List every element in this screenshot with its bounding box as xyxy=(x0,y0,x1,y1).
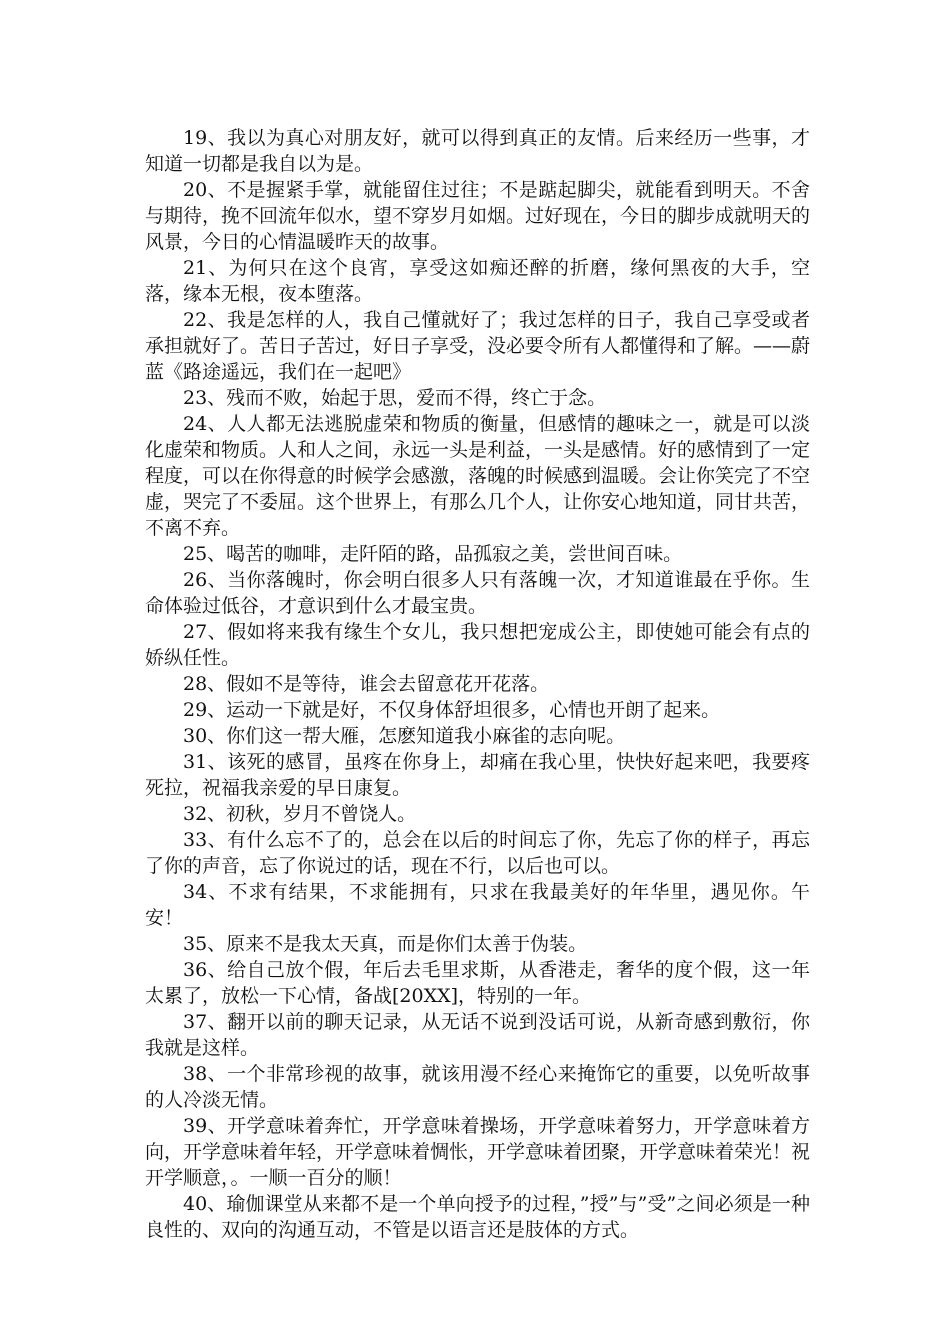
paragraph-19: 19、我以为真心对朋友好，就可以得到真正的友情。后来经历一些事，才知道一切都是我自以为是。 xyxy=(145,127,810,175)
paragraph-31: 31、该死的感冒，虽疼在你身上，却痛在我心里，快快好起来吧，我要疼死拉，祝福我亲爱的早日康复。 xyxy=(145,751,810,799)
paragraph-37: 37、翻开以前的聊天记录，从无话不说到没话可说，从新奇感到敷衍，你我就是这样。 xyxy=(145,1011,810,1059)
paragraph-23: 23、残而不败，始起于思，爱而不得，终亡于念。 xyxy=(183,387,607,409)
paragraph-26: 26、当你落魄时，你会明白很多人只有落魄一次，才知道谁最在乎你。生命体验过低谷，才意识到什么才最宝贵。 xyxy=(145,569,810,617)
paragraph-20: 20、不是握紧手掌，就能留住过往；不是踮起脚尖，就能看到明天。不舍与期待，挽不回流年似水，望不穿岁月如烟。过好现在，今日的脚步成就明天的风景，今日的心情温暖昨天的故事。 xyxy=(145,179,811,253)
paragraph-38: 38、一个非常珍视的故事，就该用漫不经心来掩饰它的重要，以免听故事的人冷淡无情。 xyxy=(145,1063,810,1111)
paragraph-28: 28、假如不是等待，谁会去留意花开花落。 xyxy=(183,673,550,695)
paragraph-25: 25、喝苦的咖啡，走阡陌的路，品孤寂之美，尝世间百味。 xyxy=(183,543,683,565)
paragraph-35: 35、原来不是我太天真，而是你们太善于伪装。 xyxy=(183,933,588,955)
paragraph-22: 22、我是怎样的人，我自己懂就好了；我过怎样的日子，我自己享受或者承担就好了。苦日子苦过，好日子享受，没必要令所有人都懂得和了解。——蔚蓝《路途遥远，我们在一起吧》 xyxy=(145,309,811,383)
paragraph-32: 32、初秋，岁月不曾饶人。 xyxy=(183,803,417,825)
paragraph-21: 21、为何只在这个良宵，享受这如痴还醉的折磨，缘何黑夜的大手，空落，缘本无根，夜本堕落。 xyxy=(145,257,810,305)
paragraph-34: 34、不求有结果，不求能拥有，只求在我最美好的年华里，遇见你。午安！ xyxy=(145,881,810,929)
paragraph-40: 40、瑜伽课堂从来都不是一个单向授予的过程，”授”与”受”之间必须是一种良性的、双向的沟通互动，不管是以语言还是肢体的方式。 xyxy=(145,1193,810,1241)
paragraph-30: 30、你们这一帮大雁，怎麽知道我小麻雀的志向呢。 xyxy=(183,725,626,747)
paragraph-27: 27、假如将来我有缘生个女儿，我只想把宠成公主，即使她可能会有点的娇纵任性。 xyxy=(145,621,810,669)
paragraph-24: 24、人人都无法逃脱虚荣和物质的衡量，但感情的趣味之一，就是可以淡化虚荣和物质。人和人之间，永远一头是利益，一头是感情。好的感情到了一定程度，可以在你得意的时候学会感激，落魄的时候感到温暖。会让你笑完了不空虚，哭完了不委屈。这个世界上，有那么几个人，让你安心地知道，同甘共苦，不离不弃。 xyxy=(145,413,811,539)
paragraph-39: 39、开学意味着奔忙，开学意味着操场，开学意味着努力，开学意味着方向，开学意味着年轻，开学意味着惆怅，开学意味着团聚，开学意味着荣光！祝开学顺意，。一顺一百分的顺！ xyxy=(145,1115,811,1189)
paragraph-29: 29、运动一下就是好，不仅身体舒坦很多，心情也开朗了起来。 xyxy=(183,699,721,721)
document-body xyxy=(145,125,810,1243)
paragraph-33: 33、有什么忘不了的，总会在以后的时间忘了你，先忘了你的样子，再忘了你的声音，忘了你说过的话，现在不行，以后也可以。 xyxy=(145,829,810,877)
paragraph-36: 36、给自己放个假，年后去毛里求斯，从香港走，奢华的度个假，这一年太累了，放松一下心情，备战[20XX]，特别的一年。 xyxy=(145,959,810,1007)
